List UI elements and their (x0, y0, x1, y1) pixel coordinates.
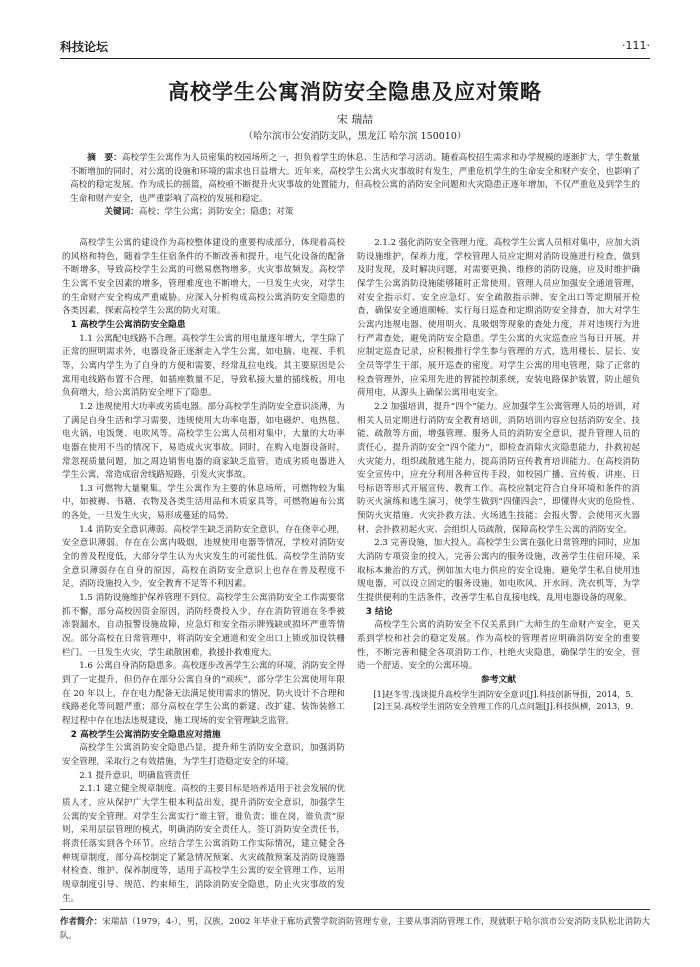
paragraph-2-intro: 高校学生公寓消防安全隐患凸显，提升师生消防安全意识，加强消防安全管理，采取行之有效措施，为学生打造稳定安全的环境。 (62, 743, 345, 767)
paragraph-2-1-2: 2.1.2 强化消防安全管理力度。高校学生公寓人员相对集中，应加大消防设施维护，保养力度，学校管理人员应定期对消防设施进行检查，做到及时发现，及时解决问题，对需要更换、维修的消防设施，应及时维护确保学生公寓消防设施能够随时正常使用。管理人员应加强安全通道管理，对安全指示灯、安全应急灯、安全疏散指示牌、安全出口等定期展开检查，确保安全通道顺畅。实行每日巡查和定期消防安全排查，加大对学生公寓内违规电器、使用明火、乱吸烟等现象的查处力度，并对违规行为进行严肃查处，避免消防安全隐患。学生公寓的火灾巡查应当每日开展，并应制定巡查记录，应积极推行学生参与管理的方式，选用楼长、层长、安全员等学生干部，展开巡查的密度。对学生公寓的用电管理，除了正常的检查管理外，应采用先进的智能控制系统，安装电路保护装置，防止超负荷用电，从源头上确保公寓用电安全。 (357, 238, 640, 399)
footnote-label: 作者简介： (60, 916, 103, 926)
reference-item: [2]王昊.高校学生消防安全管理工作的几点问题[J].科技纵横，2013，9. (373, 701, 634, 712)
article-author: 宋 瑞喆 (336, 113, 374, 126)
paragraph-1-4: 1.4 消防安全意识薄弱。高校学生缺乏消防安全意识，存在侥幸心理，安全意识薄弱。存在在公寓内吸烟，违规使用电器等情况，学校对消防安全的普及程度低，大部分学生认为火灾发生的可能性低。高校学生消防安全意识薄弱存在自身的原因，高校在消防安全意识上也存在普及程度不足，消防设施投入少，安全教育不足等不利因素。 (62, 524, 345, 590)
footnote-text: 宋瑞喆（1979，4-），男，汉族，2002 年毕业于廊坊武警学院消防管理专业，主要从事消防管理工作，现就职于哈尔滨市公安消防支队松北消防大队。 (60, 916, 651, 940)
references-heading: 参考文献 (480, 675, 517, 685)
intro-paragraph: 高校学生公寓的建设作为高校整体建设的重要构成部分，体现着高校的风格和特色，随着学生住宿条件的不断改善和提升，电气化设备的配备不断增多，导致高校学生公寓的可燃易燃物增多，火灾事故频发。高校学生公寓不安全因素的增多，管理难度也不断增大，一旦发生火灾，对学生的生命财产安全构成严重威胁。应深入分析构成高校公寓消防安全隐患的各类因素，探索高校学生公寓的防火对策。 (62, 238, 345, 317)
subsection-2-1-heading: 2.1 提升意识，明确监管责任 (79, 770, 191, 781)
right-column (357, 237, 640, 713)
running-head (60, 38, 650, 56)
paragraph-1-3: 1.3 可燃物大量聚集。学生公寓作为主要的休息场所，可燃物较为集中，如被褥、书籍、衣物及各类生活用品和木质家具等，可燃物遍布公寓的各处，一旦发生火灾，易形成蔓延的局势。 (62, 483, 345, 522)
article-title: 高校学生公寓消防安全隐患及应对策略 (168, 80, 542, 104)
left-column (62, 237, 345, 906)
keywords-text: 高校；学生公寓；消防安全；隐患；对策 (138, 207, 294, 218)
paragraph-1-1: 1.1 公寓配电线路不合理。高校学生公寓的用电量逐年增大，学生除了正常的照明需求外，电器设备正逐渐走入学生公寓，如电脑、电视、手机等，公寓内学生为了自身的方便和需要，经常乱拉电线。其主要原因是公寓用电线路布置不合理，如插座数量不足，导致私接大量的插线板，用电负荷增大，给公寓消防安全埋下了隐患。 (62, 333, 345, 399)
page-number: ·111· (622, 39, 650, 52)
abstract-label: 摘 要： (87, 153, 122, 163)
author-affiliation: （哈尔滨市公安消防支队，黑龙江 哈尔滨 150010） (243, 131, 467, 142)
paragraph-2-3: 2.3 完善设施，加大投入。高校学生公寓在强化日常管理的同时，应加大消防专项资金的投入，完善公寓内的服务设施，改善学生住宿环境，采取标本兼治的方式，例如加大电力供应的安全设施，避免学生私自使用违规电器，可以设立固定的服务设施，如电吹风、开水间、洗衣机等，为学生提供便利的生活条件，改善学生私自乱接电线，乱用电器设备的现象。 (357, 538, 640, 604)
section-2-heading: 2 高校学生公寓消防安全隐患应对措施 (70, 729, 221, 740)
keywords-line (70, 206, 640, 220)
paragraph-1-2: 1.2 违规使用大功率或劣质电器。部分高校学生消防安全意识淡薄，为了满足自身生活和学习需要，违规使用大功率电器，如电磁炉、电热毯、电火锅、电饭煲、电吹风等。高校学生公寓人员相对集中，大量的大功率电器在使用不当的情况下，易造成火灾事故。同时，在购入电器设备时，常忽视质量问题，加之周边销售电器的商家缺乏监管，造成劣质电器进入学生公寓，常造成宿舍线路短路，引发火灾事故。 (62, 401, 345, 481)
paragraph-2-2: 2.2 加强培训，提升“四个”能力。应加强学生公寓管理人员的培训，对相关人员定期进行消防安全教育培训，消防培训内容应包括消防安全、技能、疏散等方面，增强管理、服务人员的消防安全意识，提升管理人员的责任心，提升消防安全“四个能力”，即检查消除火灾隐患能力，扑救初起火灾能力，组织疏散逃生能力，提高消防宣传教育培训能力。在高校消防安全宣传中，应充分利用各种宣传手段，如校园广播、宣传板、讲座、日号标语等形式开展宣传、教育工作。高校应制定符合自身环境和条件的消防灭火演练和逃生演习，使学生做到“四懂四会”，即懂得火灾的危险性、预防火灾措施、火灾扑救方法、火场逃生技能；会报火警、会使用灭火器材、会扑救初起火灾、会组织人员疏散，保障高校学生公寓的消防安全。 (357, 401, 640, 535)
abstract-block (70, 152, 640, 220)
section-1-heading: 1 高校学生公寓消防安全隐患 (70, 319, 186, 330)
header-rule (60, 58, 650, 59)
paragraph-1-6: 1.6 公寓自身消防隐患多。高校逐步改善学生公寓的环境，消防安全得到了一定提升，但仍存在部分公寓自身的“顽疾”，部分学生公寓使用年限在 20 年以上，存在电力配备无法满足使用需求的情况，防火设计不合理和线路老化等问题严重；部分高校在学生公寓的新建、改扩建、装饰装修工程过程中存在违法违规建设，施工现场的安全管理缺乏监管。 (62, 661, 345, 726)
author-bio-footnote (60, 914, 650, 942)
section-3-heading: 3 结论 (365, 606, 393, 617)
conclusion-paragraph: 高校学生公寓的消防安全不仅关系到广大师生的生命财产安全，更关系到学校和社会的稳定发展。作为高校的管理者应明确消防安全的重要性，不断完善和健全各项消防工作，杜绝火灾隐患，确保学生的安全，营造一个舒适、安全的公寓环境。 (357, 620, 640, 672)
paragraph-2-1-1: 2.1.1 建立健全规章制度。高校的主要目标是培养适用于社会发展的优质人才，应从保护广大学生根本利益出发，提升消防安全意识，加强学生公寓的安全管理。对学生公寓实行“谁主管，谁负责；谁在岗，谁负责”原则，采用层层管理的模式，明确消防安全责任人，签订消防安全责任书，将责任落实到各个环节。应结合学生公寓消防工作实际情况，建立健全各种规章制度，部分高校制定了紧急情况预案、火灾疏散预案及消防设施器材检查、维护、保养制度等，适用于高校学生公寓的安全管理工作，运用规章制度引导、规范、约束师生，消除消防安全隐患，防止火灾事故的发生。 (62, 784, 345, 904)
keywords-label: 关键词： (104, 207, 139, 218)
reference-item: [1]赵冬雪.浅谈提升高校学生消防安全意识[J].科技创新导报，2014，5. (373, 688, 634, 699)
footnote-rule (60, 909, 650, 910)
abstract-paragraph (70, 152, 640, 206)
paragraph-1-5: 1.5 消防设施维护保养管理不到位。高校学生公寓消防安全工作需要常抓不懈，部分高校因资金原因，消防经费投入少，存在消防管道在冬季被冻裂漏水，自动报警设施故障，应急灯和安全指示牌残缺或损坏严重等情况。部分高校在日常管理中，将消防安全通道和安全出口上锁或加设铁栅栏门。一旦发生火灾，学生疏散困难，救援扑救难度大。 (62, 593, 345, 658)
abstract-text: 高校学生公寓作为人员密集的校园场所之一，担负着学生的休息、生活和学习活动。随着高校招生需求和办学规模的逐渐扩大，学生数量不断增加的同时，对公寓的设施和环境的需求也日益增大。近年来，高校学生公寓火灾事故时有发生，严重危机学生的生命安全和财产安全，也影响了高校的稳定发展。作为成长的摇篮，高校亟不断提升火灾事故的处置能力，但高校公寓的消防安全问题和火灾隐患正逐年增加，不仅严重危及到学生的生命和财产安全，也严重影响了高校的发展和稳定。 (70, 153, 640, 204)
journal-section-name: 科技论坛 (60, 40, 109, 54)
